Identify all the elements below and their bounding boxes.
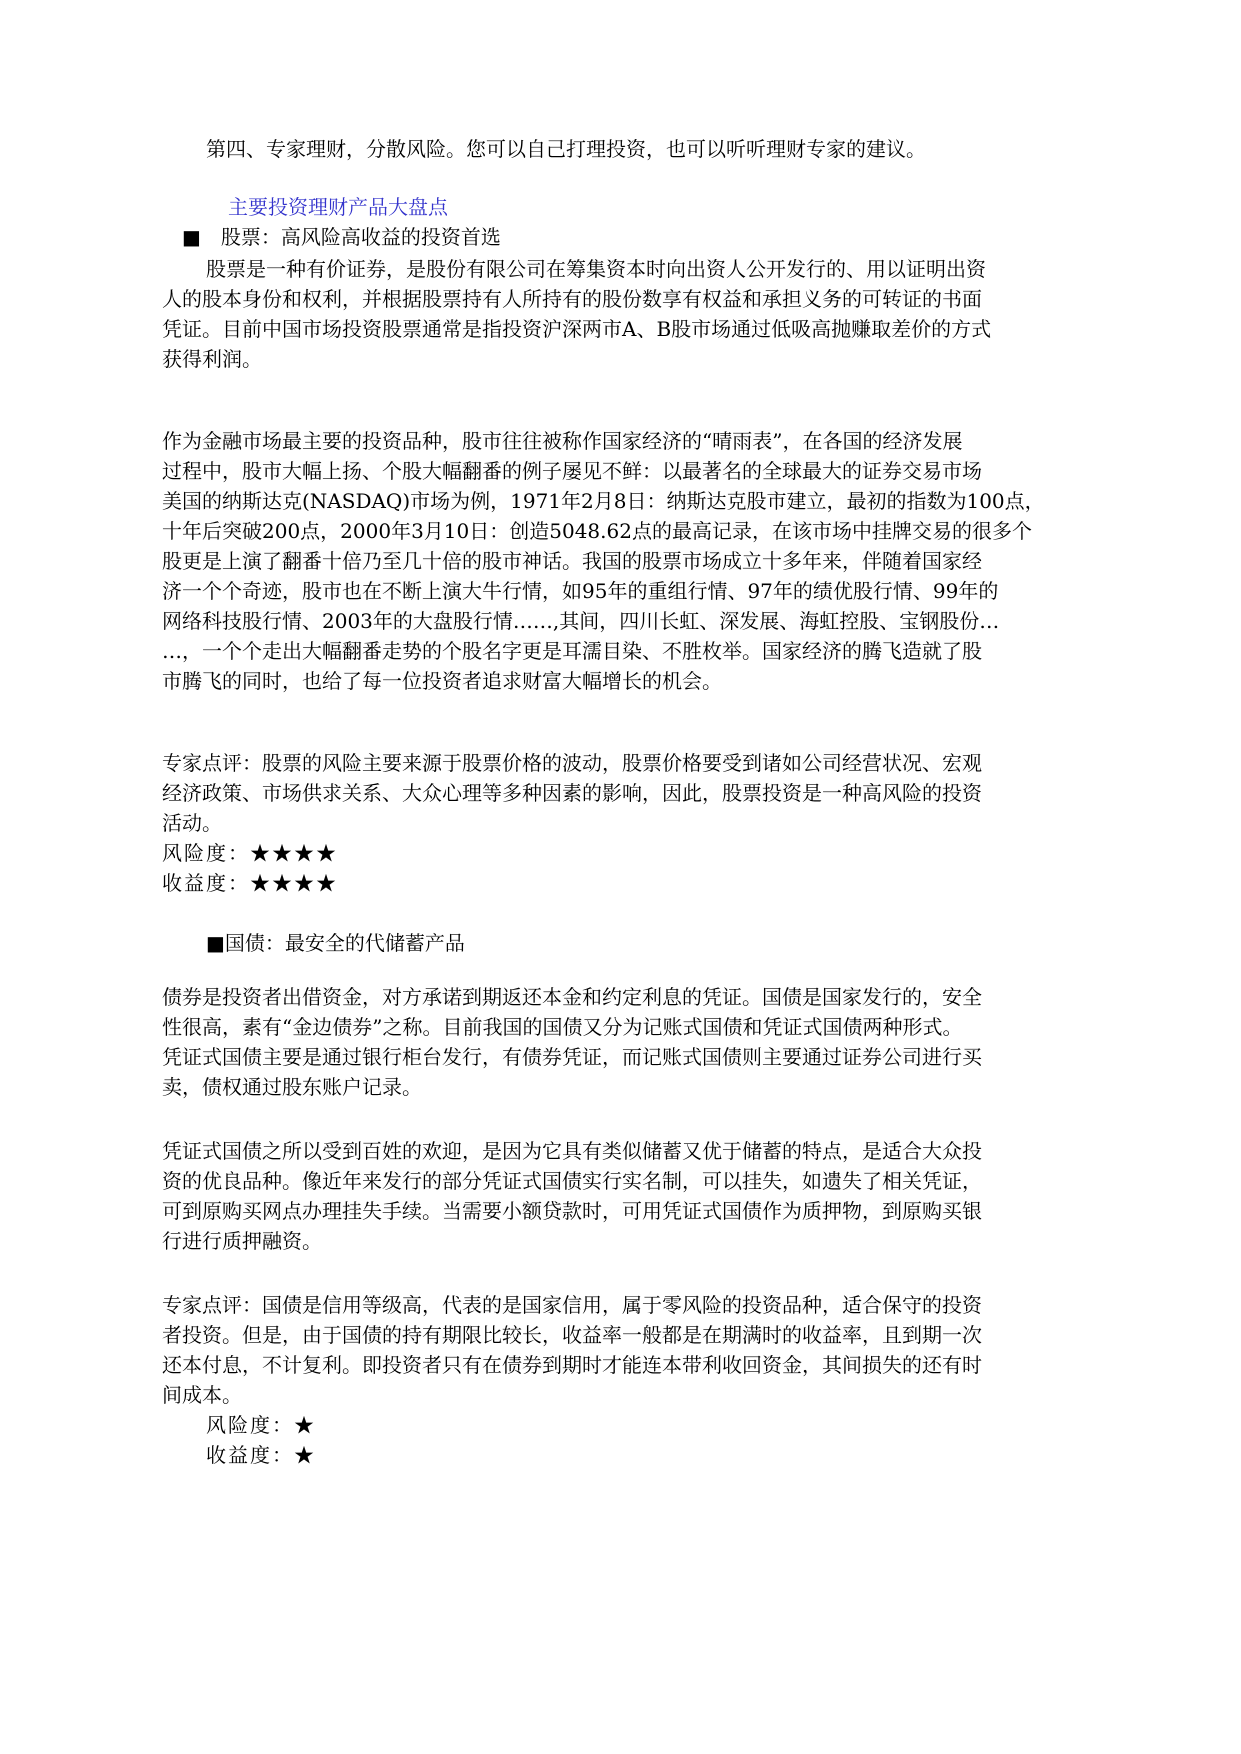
bonds-heading: ■国债：最安全的代储蓄产品: [206, 931, 465, 955]
bonds-para2-line: 资的优良品种。像近年来发行的部分凭证式国债实行实名制，可以挂失，如遗失了相关凭证，: [162, 1169, 982, 1193]
section-heading: 主要投资理财产品大盘点: [228, 195, 448, 219]
stocks-para1-line: 人的股本身份和权利，并根据股票持有人所持有的股份数享有权益和承担义务的可转证的书面: [162, 287, 982, 311]
stocks-return-rating: 收益度：★★★★: [162, 871, 338, 895]
stocks-para2-line: 网络科技股行情、2003年的大盘股行情……,其间，四川长虹、深发展、海虹控股、宝钢股份…: [162, 609, 1000, 633]
bonds-comment-line: 间成本。: [162, 1383, 242, 1407]
stocks-para2-line: 市腾飞的同时，也给了每一位投资者追求财富大幅增长的机会。: [162, 669, 722, 693]
bonds-risk-rating: 风险度：★: [206, 1413, 316, 1437]
stocks-para2-line: 股更是上演了翻番十倍乃至几十倍的股市神话。我国的股票市场成立十多年来，伴随着国家经: [162, 549, 982, 573]
bonds-comment-line: 专家点评：国债是信用等级高，代表的是国家信用，属于零风险的投资品种，适合保守的投资: [162, 1293, 982, 1317]
stocks-heading: ■ 股票：高风险高收益的投资首选: [182, 225, 501, 249]
stocks-para2-line: 过程中，股市大幅上扬、个股大幅翻番的例子屡见不鲜：以最著名的全球最大的证券交易市场: [162, 459, 982, 483]
stocks-comment-line: 专家点评：股票的风险主要来源于股票价格的波动，股票价格要受到诸如公司经营状况、宏观: [162, 751, 982, 775]
bonds-comment-line: 还本付息，不计复利。即投资者只有在债券到期时才能连本带利收回资金，其间损失的还有时: [162, 1353, 982, 1377]
stocks-para1-line: 凭证。目前中国市场投资股票通常是指投资沪深两市A、B股市场通过低吸高抛赚取差价的方式: [162, 317, 992, 341]
bonds-return-rating: 收益度：★: [206, 1443, 316, 1467]
stocks-para2-line: …，一个个走出大幅翻番走势的个股名字更是耳濡目染、不胜枚举。国家经济的腾飞造就了股: [162, 639, 982, 663]
bonds-para1-line: 性很高，素有“金边债券”之称。目前我国的国债又分为记账式国债和凭证式国债两种形式。: [162, 1015, 963, 1039]
stocks-para2-line: 十年后突破200点，2000年3月10日：创造5048.62点的最高记录，在该市场中挂牌交易的很多个: [162, 519, 1032, 543]
bonds-comment-line: 者投资。但是，由于国债的持有期限比较长，收益率一般都是在期满时的收益率，且到期一次: [162, 1323, 982, 1347]
bonds-para2-line: 可到原购买网点办理挂失手续。当需要小额贷款时，可用凭证式国债作为质押物，到原购买银: [162, 1199, 982, 1223]
stocks-para2-line: 美国的纳斯达克(NASDAQ)市场为例，1971年2月8日：纳斯达克股市建立，最初的指数为100点，: [162, 489, 1045, 513]
stocks-para1-line: 获得利润。: [162, 347, 262, 371]
bonds-para1-line: 债券是投资者出借资金，对方承诺到期返还本金和约定利息的凭证。国债是国家发行的，安全: [162, 985, 982, 1009]
bonds-para1-line: 卖，债权通过股东账户记录。: [162, 1075, 422, 1099]
stocks-para2-line: 作为金融市场最主要的投资品种，股市往往被称作国家经济的“晴雨表”，在各国的经济发展: [162, 429, 963, 453]
stocks-para1-line: 股票是一种有价证券，是股份有限公司在筹集资本时向出资人公开发行的、用以证明出资: [206, 257, 986, 281]
intro-line: 第四、专家理财，分散风险。您可以自己打理投资，也可以听听理财专家的建议。: [206, 137, 926, 161]
stocks-para2-line: 济一个个奇迹，股市也在不断上演大牛行情，如95年的重组行情、97年的绩优股行情、99年的: [162, 579, 999, 603]
bonds-para2-line: 行进行质押融资。: [162, 1229, 322, 1253]
bonds-para1-line: 凭证式国债主要是通过银行柜台发行，有债券凭证，而记账式国债则主要通过证券公司进行买: [162, 1045, 982, 1069]
stocks-comment-line: 活动。: [162, 811, 222, 835]
stocks-risk-rating: 风险度：★★★★: [162, 841, 338, 865]
bonds-para2-line: 凭证式国债之所以受到百姓的欢迎，是因为它具有类似储蓄又优于储蓄的特点，是适合大众投: [162, 1139, 982, 1163]
stocks-comment-line: 经济政策、市场供求关系、大众心理等多种因素的影响，因此，股票投资是一种高风险的投资: [162, 781, 982, 805]
